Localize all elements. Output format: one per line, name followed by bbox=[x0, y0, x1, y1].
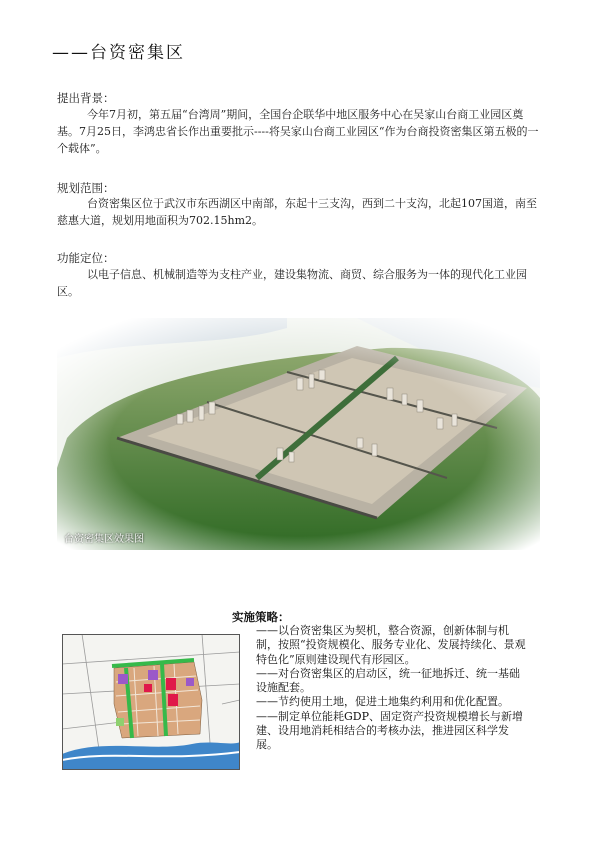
background-text: 今年7月初，第五届“台湾周”期间，全国台企联华中地区服务中心在吴家山台商工业园区奠基。7月25日，李鸿忠省长作出重要批示----将吴家山台商工业园区“作为台商投资密集区第五极的一个载体”。 bbox=[57, 108, 539, 155]
page-title: ——台资密集区 bbox=[52, 43, 185, 63]
strategy-list bbox=[256, 624, 526, 753]
scope-heading: 规划范围： bbox=[57, 181, 115, 195]
aerial-rendering bbox=[57, 318, 540, 550]
strategy-item: ——节约使用土地，促进土地集约利用和优化配置。 bbox=[256, 695, 509, 709]
land-use-plan-map bbox=[62, 634, 240, 770]
strategy-item: ——对台资密集区的启动区，统一征地拆迁、统一基础设施配套。 bbox=[256, 666, 520, 695]
aerial-caption: 台资密集区效果图 bbox=[64, 534, 144, 545]
function-heading: 功能定位： bbox=[57, 251, 115, 265]
strategy-item: ——以台资密集区为契机，整合资源，创新体制与机制，按照“投资规模化、服务专业化、发展持续化、景观特色化”原则建设现代有形园区。 bbox=[256, 624, 526, 666]
strategy-heading: 实施策略： bbox=[232, 610, 290, 624]
function-text: 以电子信息、机械制造等为支柱产业，建设集物流、商贸、综合服务为一体的现代化工业园区。 bbox=[57, 268, 527, 298]
scope-text: 台资密集区位于武汉市东西湖区中南部，东起十三支沟，西到二十支沟，北起107国道，南至慈惠大道，规划用地面积为702.15hm2。 bbox=[57, 197, 537, 227]
background-heading: 提出背景： bbox=[57, 91, 115, 105]
strategy-item: ——制定单位能耗GDP、固定资产投资规模增长与新增建、设用地消耗相结合的考核办法，推进园区科学发展。 bbox=[256, 709, 524, 752]
